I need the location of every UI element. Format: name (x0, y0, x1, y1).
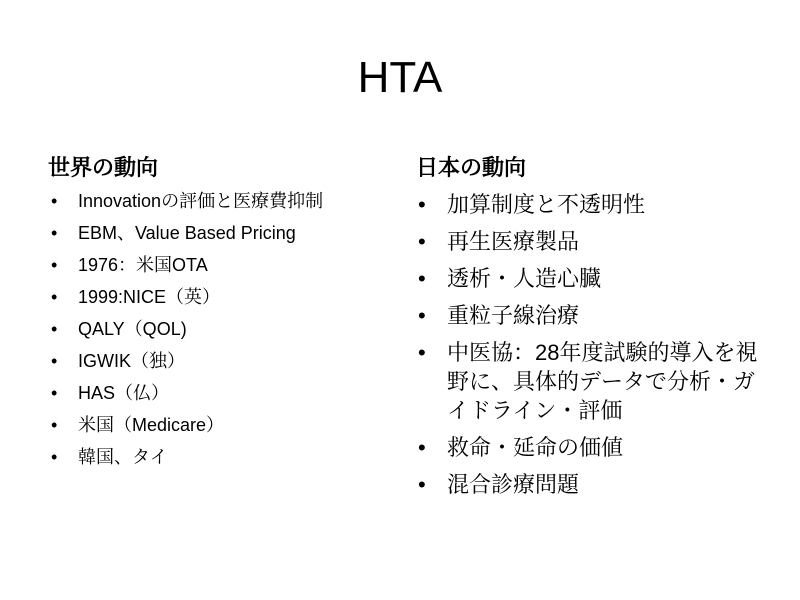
bullet-icon: • (51, 319, 58, 339)
list-item-text: 米国（Medicare） (78, 415, 225, 435)
list-item (48, 286, 388, 309)
japan-trends-column (416, 150, 761, 507)
list-item (48, 382, 388, 405)
list-item-text: 1976：米国OTA (78, 255, 208, 275)
list-item (416, 264, 761, 293)
list-item-text: Innovationの評価と医療費抑制 (78, 191, 324, 211)
bullet-icon: • (418, 303, 426, 328)
list-item-text: 中医協：28年度試験的導入を視野に、具体的データで分析・ガイドライン・評価 (447, 340, 758, 423)
list-item (416, 470, 761, 499)
bullet-icon: • (418, 229, 426, 254)
list-item-text: 加算制度と不透明性 (447, 192, 646, 217)
bullet-icon: • (51, 415, 58, 435)
bullet-icon: • (51, 287, 58, 307)
list-item (416, 301, 761, 330)
list-item (48, 254, 388, 277)
list-item-text: 重粒子線治療 (447, 303, 580, 328)
world-trends-list (48, 190, 388, 469)
list-item (416, 227, 761, 256)
list-item (48, 222, 388, 245)
world-trends-heading: 世界の動向 (48, 155, 159, 180)
bullet-icon: • (418, 266, 426, 291)
list-item (48, 414, 388, 437)
bullet-icon: • (51, 191, 58, 211)
list-item-text: QALY（QOL) (78, 319, 187, 339)
bullet-icon: • (51, 351, 58, 371)
bullet-icon: • (51, 255, 58, 275)
list-item-text: 混合診療問題 (447, 472, 580, 497)
list-item (48, 190, 388, 213)
list-item (416, 190, 761, 219)
list-item-text: 透析・人造心臓 (447, 266, 602, 291)
list-item-text: HAS（仏） (78, 383, 170, 403)
slide-title: HTA (357, 53, 443, 102)
list-item-text: IGWIK（独） (78, 351, 185, 371)
list-item-text: 1999:NICE（英） (78, 287, 221, 307)
bullet-icon: • (418, 340, 426, 365)
bullet-icon: • (51, 223, 58, 243)
list-item-text: 救命・延命の価値 (447, 435, 624, 460)
japan-trends-heading: 日本の動向 (416, 155, 527, 180)
list-item (48, 446, 388, 469)
bullet-icon: • (418, 435, 426, 460)
list-item-text: EBM、Value Based Pricing (78, 223, 296, 243)
list-item-text: 韓国、タイ (78, 447, 168, 467)
bullet-icon: • (418, 472, 426, 497)
bullet-icon: • (51, 383, 58, 403)
list-item (416, 433, 761, 462)
world-trends-column (48, 150, 388, 478)
list-item-text: 再生医療製品 (447, 229, 580, 254)
bullet-icon: • (418, 192, 426, 217)
japan-trends-list (416, 190, 761, 499)
bullet-icon: • (51, 447, 58, 467)
list-item (48, 350, 388, 373)
list-item (48, 318, 388, 341)
list-item (416, 338, 761, 425)
